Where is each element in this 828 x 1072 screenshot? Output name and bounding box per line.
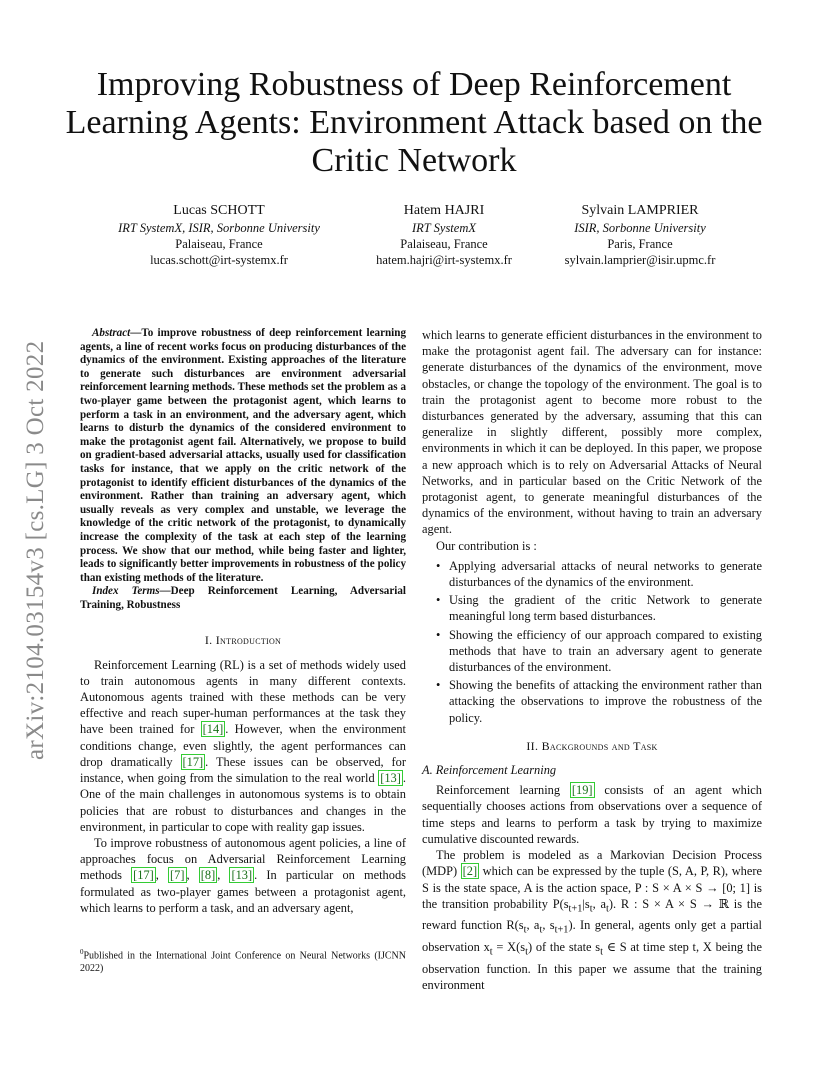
abstract-label: Abstract: [92, 327, 131, 339]
citation-link[interactable]: [7]: [170, 868, 185, 883]
rl-paragraph-2: The problem is modeled as a Markovian Decision Process (MDP) [2] which can be expressed by the tuple (S, A, P, R), where S is the state space, A is the action space, P : S × A × S → [0; 1] is the transition probability $P(s_{t+1}|s_t$, $a_t$). R : S × A × S → ℝ is the reward function $R(s_t$, $a_t$, $s_{t+1}$). In general, agents only get a partial observation $x_t = X(s_t)$ of the state $s_t$ ∈ S at time step t, X being the observation function. In this paper we assume that the training environment: [422, 848, 762, 992]
subsection-heading: A. Reinforcement Learning: [422, 763, 557, 778]
intro-paragraph-1: Reinforcement Learning (RL) is a set of methods widely used to train autonomous agents in many different contexts. Autonomous agents trained with these methods can be very effective and reach super-human performances at the task they have been trained for [14] . However, when the environment conditions change, even slightly, the agent performances can drop dramatically [17] . These issues can be observed, for instance, when going from the simulation to the real world [13] . One of the main challenges in autonomous systems is to obtain policies that are robust to disturbances and changes in the environment, in particular to cope with reality gap issues.: [80, 657, 406, 834]
citation-link[interactable]: [17]: [133, 868, 154, 883]
citation-link[interactable]: [13]: [380, 771, 401, 786]
intro-paragraph-2: To improve robustness of autonomous agent policies, a line of approaches focus on Adversarial Reinforcement Learning methods [17] , [7] , [8] , [13] . In particular on methods formulated as two-player games between a protagonist agent, which learns to perform a task, and an adversary agent,: [80, 835, 406, 915]
author-location: Paris, France: [607, 237, 673, 251]
arxiv-identifier: arXiv:2104.03154v3 [cs.LG] 3 Oct 2022: [22, 340, 49, 760]
index-terms-label: Index Terms: [92, 585, 160, 598]
intro-paragraph-continued: which learns to generate efficient disturbances in the environment to make the protagonist agent fail. The adversary can for instance: generate disturbances of the dynamics of the environment, move obstacles, or change the topology of the environment. The goal is to train the protagonist agent to become more robust to the disturbances generated by the adversary, assuming that this can generalize in slightly different, possibly more complex, environments in which it can be deployed. In this paper, we propose a new approach which is to rely on Adversarial Attacks of Neural Networks, and in particular based on the Critic Network of the protagonist agent, to generate meaningful disturbances of the dynamics of the environment, without having to train an adversary agent.: [422, 328, 762, 537]
citation-link[interactable]: [8]: [200, 868, 216, 883]
contribution-intro: Our contribution is :: [436, 538, 537, 553]
footnote: $^0$Published in the International Joint Conference on Neural Networks (IJCNN 2022): [80, 948, 406, 974]
citation-link[interactable]: [14]: [202, 722, 224, 737]
section-heading-backgrounds: II. Backgrounds and Task: [526, 738, 658, 753]
author-name: Lucas SCHOTT: [173, 203, 265, 218]
author-email[interactable]: sylvain.lamprier@isir.upmc.fr: [564, 253, 716, 267]
paper-title: Improving Robustness of Deep Reinforcement Learning Agents: Environment Attack based on the Critic Network: [65, 66, 763, 179]
index-terms: [80, 585, 406, 612]
citation-link[interactable]: [13]: [231, 868, 253, 883]
author-1: [94, 202, 344, 268]
author-location: Palaiseau, France: [175, 237, 263, 251]
author-email[interactable]: hatem.hajri@irt-systemx.fr: [376, 253, 512, 267]
author-name: Sylvain LAMPRIER: [581, 203, 699, 218]
author-2: [344, 202, 544, 268]
index-terms-text: —Deep Reinforcement Learning, Adversarial Training, Robustness: [80, 585, 406, 611]
abstract: [80, 327, 406, 585]
right-column: [422, 327, 762, 993]
rl-paragraph-1: Reinforcement learning [19] consists of an agent which sequentially chooses actions from observations over a sequence of time steps and learns to perform a task by trying to maximize cumulative discounted rewards.: [422, 783, 763, 846]
list-item: • Using the gradient of the critic Network to generate meaningful long term based disturbances.: [449, 592, 762, 624]
citation-link[interactable]: [2]: [462, 864, 478, 879]
list-item: • Showing the efficiency of our approach compared to existing methods that have to train an adversary agent to generate disturbances of the environment.: [449, 627, 762, 676]
author-affiliation: IRT SystemX: [412, 221, 476, 235]
author-affiliation: ISIR, Sorbonne University: [574, 221, 706, 235]
list-item: • Showing the benefits of attacking the environment rather than attacking the observations to improve the robustness of the policy.: [449, 677, 762, 726]
citation-link[interactable]: [17]: [182, 754, 204, 769]
author-3: [544, 202, 736, 268]
abstract-text: —To improve robustness of deep reinforcement learning agents, a line of recent works focus on producing disturbances of the dynamics of the environment. Existing approaches of the literature to generate such disturbances are environment adversarial reinforcement learning methods. These methods set the problem as a two-player game between the protagonist agent, which learns to perform a task in an environment, and the adversary agent, which learns to disturb the dynamics of the considered environment to make the protagonist agent fail. Alternatively, we propose to build on gradient-based adversarial attacks, usually used for classification tasks for instance, that we apply on the critic network of the protagonist to identify efficient disturbances of the dynamics of the environment. Rather than training an adversary agent, which usually reveals as very complex and unstable, we leverage the knowledge of the critic network of the protagonist, to dynamically increase the complexity of the task at each step of the learning process. We show that our method, while being faster and lighter, leads to significantly better improvements in robustness of the policy than existing methods of the literature.: [80, 327, 406, 584]
author-email[interactable]: lucas.schott@irt-systemx.fr: [150, 253, 288, 267]
citation-link[interactable]: [19]: [571, 783, 593, 798]
list-item: • Applying adversarial attacks of neural networks to generate disturbances of the dynamics of the environment.: [449, 558, 762, 590]
section-heading-introduction: I. Introduction: [204, 633, 282, 648]
author-affiliation: IRT SystemX, ISIR, Sorbonne University: [118, 221, 320, 235]
author-location: Palaiseau, France: [400, 237, 488, 251]
left-column: [80, 327, 406, 916]
contribution-list: [422, 558, 762, 726]
author-name: Hatem HAJRI: [403, 203, 485, 218]
